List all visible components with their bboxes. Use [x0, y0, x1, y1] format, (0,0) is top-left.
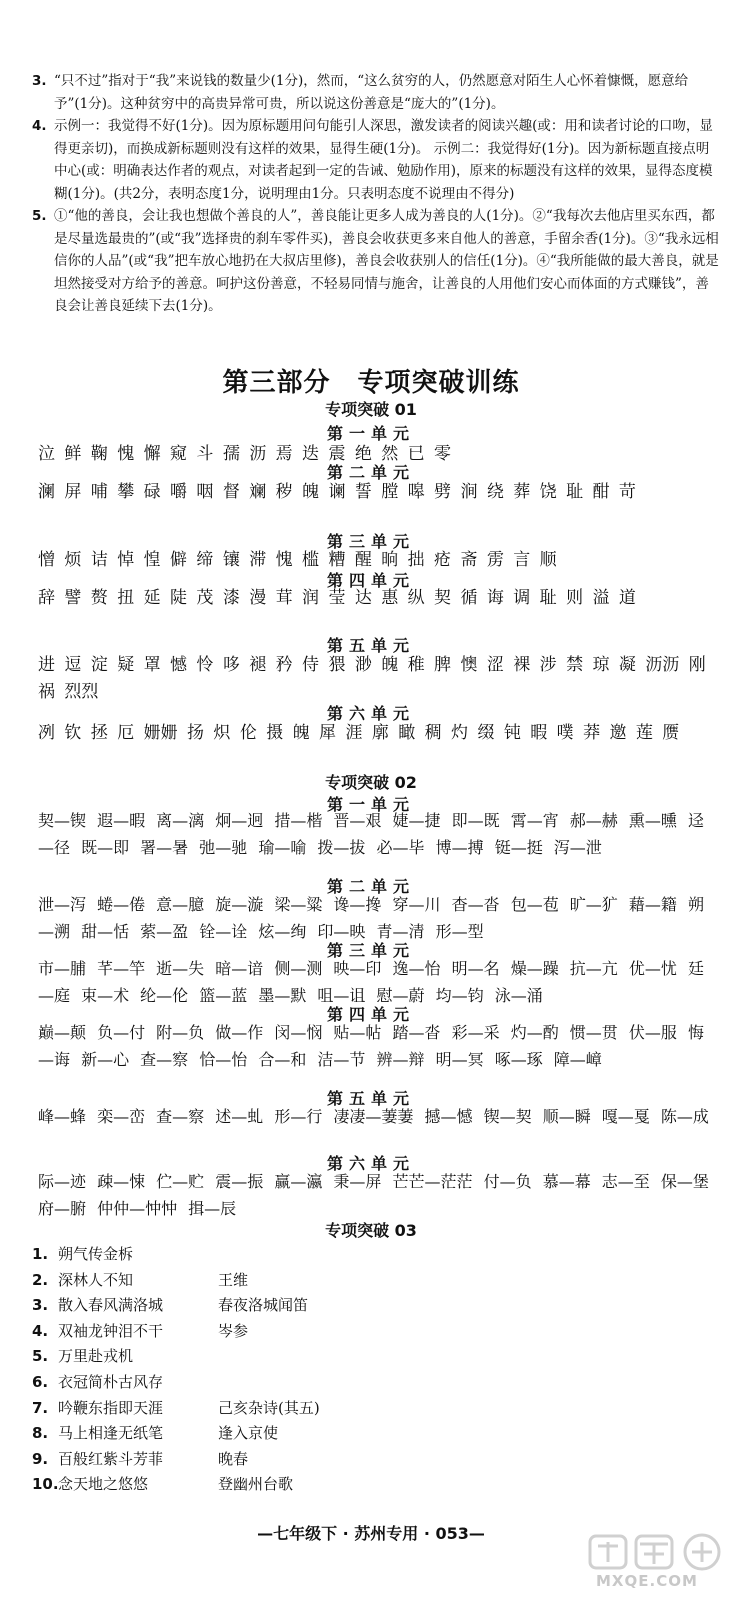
watermark-emblem-icon: [586, 1530, 736, 1574]
unit-characters: 泣 鲜 鞠 愧 懈 窥 斗 孺 沥 焉 迭 震 绝 然 已 零: [38, 444, 452, 464]
poem-line: 双袖龙钟泪不干: [58, 1321, 164, 1340]
poem-source: 王维: [218, 1270, 249, 1289]
section-title: 专项突破 03: [325, 1221, 417, 1240]
poem-number: 10.: [32, 1475, 59, 1494]
poem-line: 衣冠简朴古风存: [58, 1372, 164, 1391]
unit-title: 第二单元: [326, 463, 415, 482]
poem-line: 朔气传金柝: [58, 1245, 134, 1263]
poem-line: 深林人不知: [58, 1270, 134, 1289]
unit-title: 第三单元: [326, 941, 415, 960]
poem-item: [32, 1293, 452, 1319]
unit-title: 第四单元: [326, 571, 415, 590]
answer-text: 示例一：我觉得不好(1分)。因为原标题用问句能引人深思，激发读者的阅读兴趣(或：用和读者讨论的口吻，显得更亲切)，而换成新标题则没有这样的效果，显得生硬(1分)。 示例二：我觉得好(1分)。因为新标题直接点明中心(或：明确表达作者的观点，对读者起到一定的告诫、勉励作用)，原来的标题没有这样的效果，显得态度模糊(1分)。(共2分，表明态度1分，说明理由1分。只表明态度不说理由不得分): [54, 118, 713, 202]
poem-source: 己亥杂诗(其五): [218, 1398, 320, 1417]
unit-pairs: 市—脯 芊—竿 逝—失 暗—谙 侧—测 映—印 逸—怡 明—名 燥—躁 抗—亢 优—忧 廷—庭 束—术 纶—伦 篮—蓝 墨—默 咀—诅 慰—蔚 均—钧 泳—涌: [38, 959, 704, 1005]
poem-source: 晚春: [218, 1449, 249, 1468]
poem-source: 逢入京使: [218, 1424, 279, 1443]
poem-number: 6.: [32, 1372, 49, 1391]
answer-item: [32, 115, 722, 205]
poem-number: 2.: [32, 1270, 49, 1289]
unit-characters: 辞 譬 赘 扭 延 陡 茂 漆 漫 茸 润 莹 达 惠 纵 契 循 诲 调 耻 则 溢 道: [38, 588, 636, 608]
poem-line: 马上相逢无纸笔: [58, 1424, 164, 1443]
answer-item: [32, 70, 722, 115]
poem-line: 散入春风满洛城: [58, 1296, 164, 1315]
answer-number: 4.: [32, 118, 47, 134]
unit-title: 第五单元: [326, 1089, 415, 1108]
poem-item: [32, 1370, 452, 1396]
poem-item: [32, 1396, 452, 1422]
answer-list: [32, 70, 722, 318]
part-title: 第三部分 专项突破训练: [222, 368, 520, 398]
unit-title: 第五单元: [326, 636, 415, 655]
poem-line: 吟鞭东指即天涯: [58, 1398, 164, 1417]
unit-title: 第四单元: [326, 1005, 415, 1024]
poem-number: 4.: [32, 1321, 49, 1340]
unit-pairs: 契—锲 遐—暇 离—漓 炯—迥 措—楷 晋—艰 婕—捷 即—既 霄—宵 郝—赫 熏—曛 迳—径 既—即 署—暑 弛—驰 瑜—喻 拨—拔 必—毕 博—搏 铤—挺 泻—泄: [38, 811, 704, 857]
unit-title: 第二单元: [326, 877, 415, 896]
page-footer: —七年级下 · 苏州专用 · 053—: [257, 1524, 485, 1543]
poem-line: 万里赴戎机: [58, 1347, 134, 1366]
poem-number: 9.: [32, 1449, 49, 1468]
poem-number: 5.: [32, 1347, 49, 1366]
unit-title: 第一单元: [326, 424, 415, 443]
poem-number: 3.: [32, 1296, 49, 1315]
answer-text: ①“他的善良，会让我也想做个善良的人”，善良能让更多人成为善良的人(1分)。②“我每次去他店里买东西，都是尽量选最贵的”(或“我”选择贵的刹车零件买)，善良会收获更多来自他人的善意，手留余香(1分)。③“我永远相信你的人品”(或“我”把车放心地扔在大叔店里修)，善良会收获别人的信任(1分)。④“我所能做的最大善良，就是坦然接受对方给予的善意。呵护这份善意，不轻易同情与施舍，让善良的人用他们安心而体面的方式赚钱”，善良会让善良延续下去(1分)。: [54, 208, 719, 314]
poem-list: [32, 1242, 452, 1498]
poem-item: [32, 1447, 452, 1473]
unit-pairs: 际—迹 疎—悚 伫—贮 震—振 赢—瀛 秉—屏 芒芒—茫茫 付—负 慕—幕 志—至 保—堡 府—腑 仲仲—忡忡 揖—辰: [38, 1172, 709, 1218]
poem-item: [32, 1268, 452, 1294]
unit-title: 第三单元: [326, 532, 415, 551]
poem-source: 登幽州台歌: [218, 1475, 294, 1494]
poem-number: 8.: [32, 1424, 49, 1443]
poem-item: [32, 1242, 452, 1268]
unit-pairs: 峰—蜂 栾—峦 查—察 述—虬 形—行 凄凄—萋萋 撼—憾 锲—契 顺—瞬 嘎—戛 陈—成: [38, 1107, 709, 1126]
answer-text: “只不过”指对于“我”来说钱的数量少(1分)，然而，“这么贫穷的人，仍然愿意对陌生人心怀着慷慨，愿意给予”(1分)。这种贫穷中的高贵异常可贵，所以说这份善意是“庞大的”(1分)。: [54, 73, 689, 112]
section-title: 专项突破 02: [325, 773, 417, 792]
poem-item: [32, 1421, 452, 1447]
poem-source: 春夜洛城闻笛: [218, 1296, 309, 1315]
unit-title: 第六单元: [326, 1154, 415, 1173]
poem-line: 念天地之悠悠: [58, 1475, 149, 1494]
poem-item: [32, 1319, 452, 1345]
unit-characters: 澜 屏 哺 攀 碌 嚼 咽 督 斓 秽 魄 谰 誓 膛 嗥 劈 涧 绕 葬 饶 耻 酣 苛: [38, 482, 636, 502]
section-title: 专项突破 01: [325, 400, 417, 419]
unit-pairs: 巅—颠 负—付 附—负 做—作 闵—悯 贴—帖 踏—沓 彩—采 灼—酌 惯—贯 伏—服 悔—诲 新—心 查—察 恰—怡 合—和 洁—节 辨—辩 明—冥 啄—琢 障—嶂: [38, 1023, 704, 1069]
poem-number: 1.: [32, 1245, 49, 1263]
poem-line: 百般红紫斗芳菲: [58, 1449, 164, 1468]
unit-characters: 憎 烦 诘 悼 惶 僻 缔 镶 滞 愧 槛 糟 醒 晌 拙 疮 斋 雳 言 顺: [38, 550, 557, 570]
answer-item: [32, 205, 722, 318]
poem-item: [32, 1472, 452, 1498]
unit-title: 第六单元: [326, 704, 415, 723]
answer-number: 3.: [32, 73, 47, 89]
watermark-logo: [586, 1530, 736, 1592]
poem-item: [32, 1344, 452, 1370]
watermark-text: MXQE.COM: [596, 1572, 698, 1590]
unit-pairs: 泄—泻 蜷—倦 意—臆 旋—漩 梁—粱 谗—搀 穿—川 杳—沓 包—苞 旷—犷 藉—籍 朔—溯 甜—恬 萦—盈 铨—诠 炫—绚 印—映 青—清 形—型: [38, 895, 704, 941]
poem-source: 岑参: [218, 1321, 249, 1340]
unit-characters: 进 逗 淀 疑 罩 憾 怜 哆 褪 矜 侍 猥 渺 魄 稚 脾 懊 涩 裸 涉 禁 琼 凝 沥沥 刚 祸 烈烈: [38, 655, 706, 702]
unit-title: 第一单元: [326, 795, 415, 814]
poem-number: 7.: [32, 1398, 49, 1417]
unit-characters: 冽 钦 拯 厄 姗姗 扬 炽 伦 摄 魄 犀 涯 廓 瞰 稠 灼 缀 钝 暇 噗 莽 邀 莲 赝: [38, 723, 680, 743]
answer-number: 5.: [32, 208, 47, 224]
